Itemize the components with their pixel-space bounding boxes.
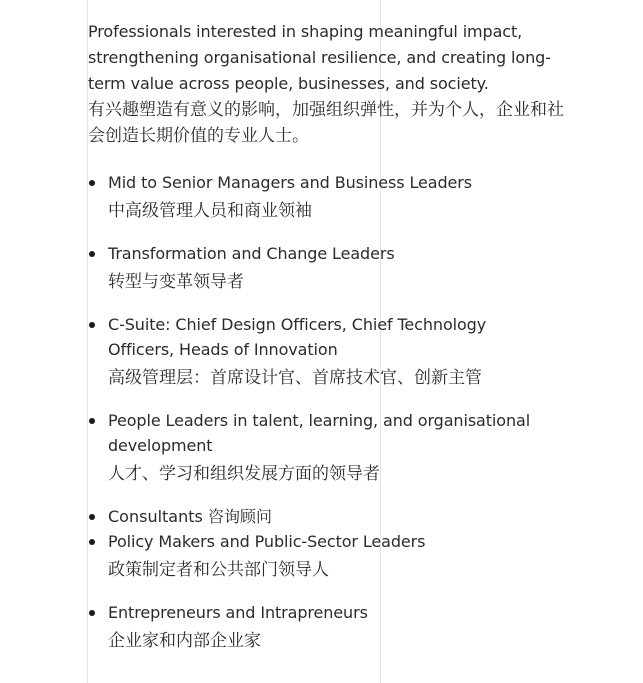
list-item-english: Transformation and Change Leaders [108,244,395,263]
list-item-english: C-Suite: Chief Design Officers, Chief Technology Officers, Heads of Innovation [108,315,487,359]
list-item-chinese: 企业家和内部企业家 [108,631,261,651]
list-item [88,170,538,224]
audience-list [88,170,568,654]
list-item [88,408,538,487]
list-item-chinese: 政策制定者和公共部门领导人 [108,560,329,580]
list-item-english: Mid to Senior Managers and Business Leaders [108,173,472,192]
list-item-chinese: 咨询顾问 [207,507,272,526]
list-item-chinese: 转型与变革领导者 [108,272,244,292]
list-item [88,312,538,391]
list-item [88,529,538,583]
list-item-english: Policy Makers and Public-Sector Leaders [108,532,426,551]
list-item [88,504,538,529]
list-item-english: Entrepreneurs and Intrapreneurs [108,603,368,622]
list-item [88,241,538,295]
list-item-english: People Leaders in talent, learning, and organisational development [108,411,531,455]
list-item-chinese: 中高级管理人员和商业领袖 [108,201,312,221]
intro-english: Professionals interested in shaping meaningful impact, strengthening organisational resilience, and creating long-term value across people, businesses, and society. [88,22,551,93]
list-item-chinese: 人才、学习和组织发展方面的领导者 [108,464,380,484]
list-item-chinese: 高级管理层：首席设计官、首席技术官、创新主管 [108,368,482,388]
intro-chinese: 有兴趣塑造有意义的影响，加强组织弹性，并为个人，企业和社会创造长期价值的专业人士。 [88,100,564,146]
target-audience-section [88,19,568,654]
list-item-english: Consultants [108,507,203,526]
list-item [88,600,538,654]
